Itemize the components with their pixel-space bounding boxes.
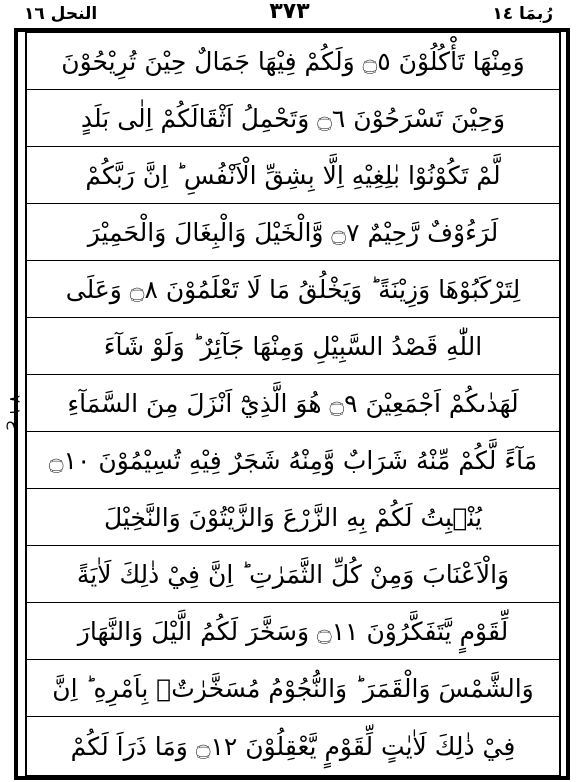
verse-text: فِيْ ذٰلِكَ لَاٰيٰتٍ لِّقَوْمٍ يَّعْقِلُوْنَ ۝١٢ وَمَا ذَرَاَ لَكُمْ (70, 731, 516, 761)
verse-text: لِّقَوْمٍ يَّتَفَكَّرُوْنَ ۝١١ وَسَخَّرَ لَكُمُ الَّيْلَ وَالنَّهَارَ (77, 616, 509, 646)
verse-text: لَّمْ تَكُوْنُوْا بٰلِغِيْهِ اِلَّا بِشِقِّ الْاَنْفُسِ ؕ اِنَّ رَبَّكُمْ (85, 160, 501, 190)
text-line (27, 489, 559, 546)
text-line (27, 660, 559, 717)
verse-text: اللّٰهِ قَصْدُ السَّبِيْلِ وَمِنْهَا جَآئِرٌ ؕ وَلَوْ شَآءَ (103, 331, 483, 361)
text-line (27, 90, 559, 147)
text-line (27, 432, 559, 489)
text-line (27, 147, 559, 204)
verse-text: مَآءً لَّكُمْ مِّنْهُ شَرَابٌ وَّمِنْهُ شَجَرٌ فِيْهِ تُسِيْمُوْنَ ۝١٠ (48, 445, 538, 475)
verse-text: لَرَءُوْفٌ رَّحِيْمٌ ۝٧ وَّالْخَيْلَ وَالْبِغَالَ وَالْحَمِيْرَ (87, 217, 499, 247)
verse-text: وَمِنْهَا تَأْكُلُوْنَ ۝٥ وَلَكُمْ فِيْهَا جَمَالٌ حِيْنَ تُرِيْحُوْنَ (61, 46, 525, 76)
surah-name: النحل ١٦ (24, 4, 98, 24)
text-line (27, 717, 559, 775)
verse-text: يُنْۢبِتُ لَكُمْ بِهِ الزَّرْعَ وَالزَّيْتُوْنَ وَالنَّخِيْلَ (103, 502, 483, 532)
page-number: ٣٧٣ (269, 0, 310, 24)
text-line (27, 375, 559, 432)
juz-name: رُبمَا ١٤ (492, 4, 553, 24)
verse-text: وَحِيْنَ تَسْرَحُوْنَ ۝٦ وَتَحْمِلُ اَثْقَالَكُمْ اِلٰى بَلَدٍ (80, 103, 506, 133)
ruku-marker: ع ١ ٧ (6, 395, 24, 430)
verse-text: وَالشَّمْسَ وَالْقَمَرَ ؕ وَالنُّجُوْمُ مُسَخَّرٰتٌۢ بِاَمْرِهِ ؕ اِنَّ (52, 673, 534, 703)
verse-text: لَهَدٰىكُمْ اَجْمَعِيْنَ ۝٩ هُوَ الَّذِيْٓ اَنْزَلَ مِنَ السَّمَآءِ (67, 388, 519, 418)
text-line (27, 33, 559, 90)
text-line (27, 204, 559, 261)
text-line (27, 546, 559, 603)
text-line (27, 318, 559, 375)
page-header (0, 0, 579, 30)
text-line (27, 261, 559, 318)
verse-text: لِتَرْكَبُوْهَا وَزِيْنَةً ؕ وَيَخْلُقُ مَا لَا تَعْلَمُوْنَ ۝٨ وَعَلَى (65, 274, 521, 304)
verse-text: وَالْاَعْنَابَ وَمِنْ كُلِّ الثَّمَرٰتِ ؕ اِنَّ فِيْ ذٰلِكَ لَاٰيَةً (76, 559, 510, 589)
text-line (27, 603, 559, 660)
